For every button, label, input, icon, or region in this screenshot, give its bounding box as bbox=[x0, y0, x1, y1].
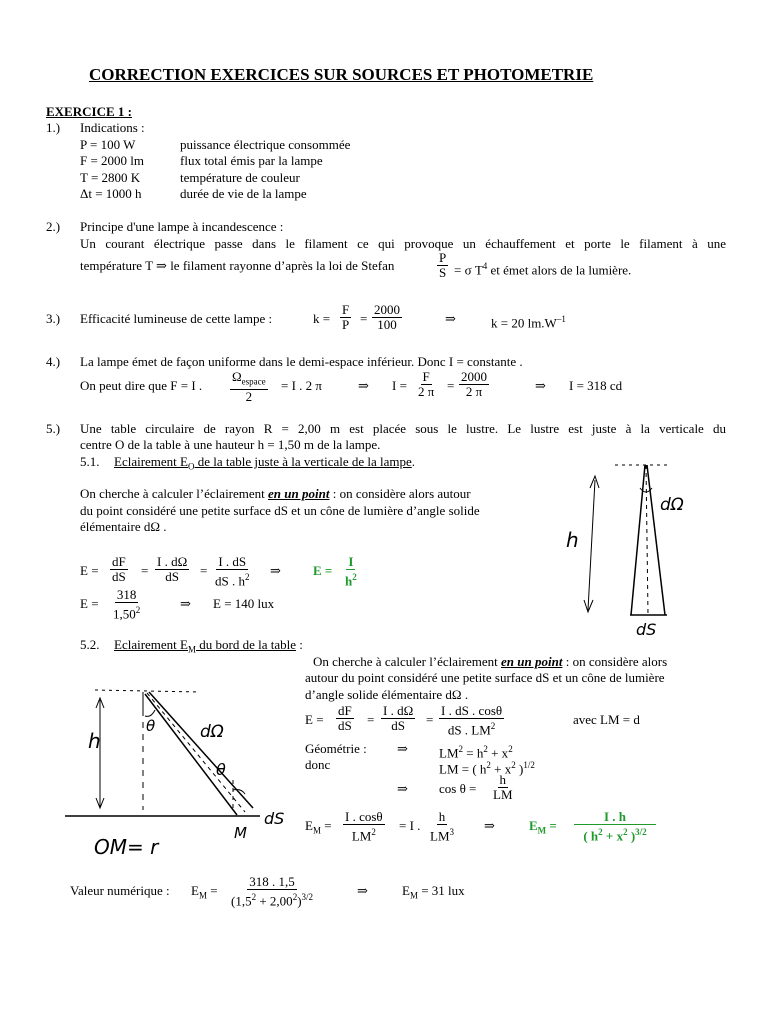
donc-eq-c: ) bbox=[515, 761, 524, 777]
e3-frac2 bbox=[381, 704, 415, 733]
donc-eq-a: LM = ( h bbox=[439, 761, 487, 777]
e3-frac1-den: dS bbox=[338, 718, 352, 733]
fig1-cone-left bbox=[631, 465, 645, 615]
s52-title-b: du bord de la table bbox=[196, 637, 297, 652]
fig1-domega-label: dΩ bbox=[660, 495, 684, 515]
q1-key-1: F = 2000 lm bbox=[80, 153, 145, 168]
e1-result-den-text: h bbox=[345, 573, 353, 589]
cos-frac-den: LM bbox=[493, 787, 513, 802]
s52-para2: autour du point considéré une petite surface dS et un cône de lumière bbox=[305, 670, 665, 685]
q5-number: 5.) bbox=[46, 421, 61, 436]
fig2-om-label: OM= r bbox=[94, 835, 159, 859]
q1-value-0: puissance électrique consommée bbox=[180, 137, 351, 152]
e1-frac3-num: I . dS bbox=[218, 554, 247, 569]
s51-title bbox=[114, 454, 415, 475]
q2-stefan-end: et émet alors de la lumière. bbox=[490, 262, 632, 278]
q4-eq2: = bbox=[447, 378, 455, 393]
e4-result-frac bbox=[574, 810, 656, 843]
q3-frac2 bbox=[372, 303, 402, 332]
e4-frac2-den-exp: 3 bbox=[449, 827, 454, 837]
s51-para2: du point considéré une petite surface dS et un cône de lumière d’angle solide bbox=[80, 503, 480, 518]
e4-result-den-c: ) bbox=[627, 828, 636, 844]
cos-frac bbox=[491, 773, 515, 802]
e4-frac1-den bbox=[350, 825, 378, 843]
val-den-exp1: 2 bbox=[251, 892, 257, 902]
q3-frac1-num: F bbox=[342, 302, 350, 317]
q1-value-2: température de couleur bbox=[180, 170, 300, 185]
geo-exp-b: 2 bbox=[483, 744, 488, 754]
val-E-text: E bbox=[191, 883, 199, 898]
s52-title-sub: M bbox=[188, 644, 197, 655]
q4-arrow1: ⇒ bbox=[358, 378, 369, 393]
q2-stefan bbox=[454, 258, 631, 278]
fig1-ds-label: dS bbox=[636, 620, 657, 639]
e3-avec: avec LM = d bbox=[573, 712, 640, 727]
e3-frac3-num: I . dS . cosθ bbox=[441, 703, 503, 718]
e1-eq2: = bbox=[200, 563, 208, 578]
cos-arrow: ⇒ bbox=[397, 781, 408, 796]
q3-number: 3.) bbox=[46, 311, 61, 326]
e2-arrow: ⇒ bbox=[180, 596, 191, 611]
e4-result-sub: M bbox=[537, 825, 547, 836]
geo-label: Géométrie : bbox=[305, 741, 367, 756]
e3-frac1 bbox=[336, 704, 354, 733]
q4-omega-frac bbox=[230, 370, 268, 404]
e1-result-frac bbox=[343, 555, 359, 588]
q2-number: 2.) bbox=[46, 219, 61, 234]
q1-value-1: flux total émis par la lampe bbox=[180, 153, 323, 168]
fig2-domega-label: dΩ bbox=[200, 722, 224, 742]
q3-text: Efficacité lumineuse de cette lampe : bbox=[80, 311, 273, 326]
geo-arrow: ⇒ bbox=[397, 741, 408, 756]
e3-frac3-den bbox=[446, 719, 497, 737]
q4-line2: On peut dire que F = I . bbox=[80, 378, 203, 393]
s51-para1-em: en un point bbox=[268, 486, 330, 501]
donc-exp-a: 2 bbox=[486, 760, 491, 770]
q1-value-3: durée de vie de la lampe bbox=[180, 186, 307, 201]
val-den-b: + 2,00 bbox=[256, 893, 293, 909]
s52-title-a bbox=[114, 637, 297, 655]
figure-cone-vertical bbox=[540, 460, 768, 645]
q2-frac-num: P bbox=[439, 250, 447, 265]
val-result-E: E bbox=[402, 883, 410, 898]
q1-key-3: Δt = 1000 h bbox=[80, 186, 142, 201]
e2-E: E = bbox=[80, 596, 99, 611]
e1-result-num: I bbox=[348, 554, 354, 569]
e4-frac2-num: h bbox=[438, 809, 446, 824]
s51-para1-a: On cherche à calculer l’éclairement bbox=[80, 486, 265, 501]
s51-para1-b: : on considère alors autour bbox=[332, 486, 471, 501]
q4-omega: Ω bbox=[232, 369, 242, 384]
val-result bbox=[402, 883, 465, 904]
s52-number: 5.2. bbox=[80, 637, 100, 652]
q4-omega-sub: espace bbox=[241, 376, 266, 387]
e3-frac2-num: I . dΩ bbox=[383, 703, 414, 718]
donc-label: donc bbox=[305, 757, 331, 772]
q4-i-eq: I = bbox=[392, 378, 407, 393]
page-title: CORRECTION EXERCICES SUR SOURCES ET PHOTOMETRIE bbox=[89, 65, 594, 84]
q4-line1: La lampe émet de façon uniforme dans le demi-espace inférieur. Donc I = constante . bbox=[80, 354, 523, 369]
e4-frac1 bbox=[343, 810, 385, 843]
e2-frac-den-text: 1,50 bbox=[113, 606, 136, 622]
figure-cone-oblique bbox=[55, 680, 305, 860]
fig2-h-label: h bbox=[88, 729, 101, 753]
donc-exp-b: 2 bbox=[511, 760, 516, 770]
q4-omega-den: 2 bbox=[245, 388, 253, 404]
q4-arrow2: ⇒ bbox=[535, 378, 546, 393]
e1-result-den bbox=[343, 570, 359, 588]
q4-frac-a-num: F bbox=[422, 369, 430, 384]
e4-frac2-den bbox=[428, 825, 456, 843]
e4-E bbox=[305, 818, 332, 839]
q4-omega-num bbox=[230, 370, 268, 390]
e2-result: E = 140 lux bbox=[213, 596, 275, 611]
q5-line2: centre O de la table à une hauteur h = 1,50 m de la lampe. bbox=[80, 437, 381, 452]
e4-mid: = I . bbox=[399, 818, 421, 833]
s51-title-a-text: Eclairement E bbox=[114, 454, 188, 469]
geo-exp-c: 2 bbox=[508, 744, 513, 754]
val-den-c: ) bbox=[297, 893, 302, 909]
e1-frac2-den: dS bbox=[165, 569, 179, 584]
val-arrow: ⇒ bbox=[357, 883, 368, 898]
geo-exp-a: 2 bbox=[458, 744, 463, 754]
e4-result-den-b: + x bbox=[602, 828, 624, 844]
q1-key-0: P = 100 W bbox=[80, 137, 136, 152]
e1-result-label: E = bbox=[313, 563, 333, 578]
e1-result-den-exp: 2 bbox=[352, 572, 357, 582]
q4-frac-a-den: 2 π bbox=[418, 384, 435, 399]
e1-eq1: = bbox=[141, 563, 149, 578]
fig2-theta2-label: θ bbox=[216, 760, 226, 779]
q4-result: I = 318 cd bbox=[569, 378, 623, 393]
q3-frac2-num: 2000 bbox=[374, 302, 400, 317]
fig2-axis bbox=[147, 693, 245, 812]
e4-frac2 bbox=[428, 810, 456, 843]
fig2-ds-label: dS bbox=[264, 809, 285, 828]
e3-frac1-num: dF bbox=[338, 703, 352, 718]
s51-title-b: de la table juste à la verticale de la lampe bbox=[194, 454, 412, 469]
exercise-heading: EXERCICE 1 : bbox=[46, 104, 132, 119]
donc-exp-c: 1/2 bbox=[523, 760, 535, 770]
val-frac-num: 318 . 1,5 bbox=[249, 874, 295, 889]
q4-number: 4.) bbox=[46, 354, 61, 369]
q3-frac2-den: 100 bbox=[377, 317, 397, 332]
q4-frac-b bbox=[459, 370, 489, 399]
e4-result-E: E bbox=[529, 818, 538, 833]
s51-title-dot: . bbox=[411, 454, 416, 469]
val-den-a: (1,5 bbox=[231, 893, 252, 909]
q2-fraction-ps bbox=[437, 251, 448, 280]
q3-result-text: k = 20 lm.W bbox=[491, 315, 557, 331]
e1-frac3-den bbox=[213, 570, 251, 588]
val-frac bbox=[229, 875, 315, 908]
e1-frac2 bbox=[155, 555, 189, 584]
q3-result bbox=[491, 311, 566, 331]
val-E-sub: M bbox=[198, 890, 207, 901]
s52-title bbox=[114, 637, 303, 658]
q4-line2b: = I . 2 π bbox=[281, 378, 322, 393]
e4-result-den bbox=[581, 825, 648, 843]
e1-frac3 bbox=[213, 555, 251, 588]
s51-para1 bbox=[80, 486, 471, 502]
s52-title-c: : bbox=[296, 637, 303, 652]
q2-line1: Principe d'une lampe à incandescence : bbox=[80, 219, 284, 234]
e4-result-den-exp2: 2 bbox=[623, 827, 628, 837]
q1-number: 1.) bbox=[46, 120, 61, 135]
fig1-cone-right bbox=[647, 465, 665, 615]
q3-k: k = bbox=[313, 311, 331, 326]
q3-result-exp: –1 bbox=[556, 314, 566, 324]
q3-frac1 bbox=[340, 303, 351, 332]
q3-frac1-den: P bbox=[342, 317, 350, 332]
val-E bbox=[191, 883, 218, 904]
e4-E-text: E bbox=[305, 818, 313, 833]
s52-para1-em: en un point bbox=[501, 654, 563, 669]
e3-eq1: = bbox=[367, 712, 375, 727]
val-eq: = bbox=[210, 883, 218, 898]
fig1-axis bbox=[646, 465, 648, 615]
q4-frac-b-num: 2000 bbox=[461, 369, 487, 384]
s51-title-a bbox=[114, 454, 412, 472]
fig1-h-line bbox=[588, 480, 595, 610]
e3-frac3 bbox=[439, 704, 504, 737]
fig2-theta1-label: θ bbox=[146, 717, 156, 735]
e1-arrow: ⇒ bbox=[270, 563, 281, 578]
s52-para1-b: : on considère alors bbox=[565, 654, 668, 669]
s52-para3: d’angle solide élémentaire dΩ . bbox=[305, 687, 469, 702]
e3-frac2-den: dS bbox=[391, 718, 405, 733]
q4-frac-b-den: 2 π bbox=[465, 384, 483, 399]
cos-frac-num: h bbox=[499, 772, 506, 787]
e1-frac2-num: I . dΩ bbox=[157, 554, 188, 569]
val-result-value: = 31 lux bbox=[417, 883, 465, 898]
e4-result-label bbox=[529, 818, 557, 839]
q2-line3a: température T ⇒ le filament rayonne d’après la loi de Stefan bbox=[80, 258, 395, 273]
fig2-cone-right bbox=[149, 692, 253, 808]
e4-frac1-den-exp: 2 bbox=[371, 827, 376, 837]
q2-line2: Un courant électrique passe dans le filament ce qui provoque un échauffement et porte le filament à une bbox=[80, 236, 726, 251]
e4-frac1-num: I . cosθ bbox=[345, 809, 383, 824]
e2-frac-num: 318 bbox=[116, 587, 137, 602]
e2-frac-den bbox=[111, 603, 142, 621]
val-den-exp3: 3/2 bbox=[301, 892, 314, 902]
q2-stefan-eq: = σ T bbox=[454, 262, 483, 278]
val-label: Valeur numérique : bbox=[70, 883, 170, 898]
q2-frac-den: S bbox=[439, 265, 447, 280]
s51-title-sub: O bbox=[188, 461, 195, 472]
s52-para1-a: On cherche à calculer l’éclairement bbox=[313, 654, 498, 669]
geo-eq-a: LM bbox=[439, 745, 459, 761]
q1-key-2: T = 2800 K bbox=[80, 170, 141, 185]
fig2-cone-left bbox=[145, 694, 237, 815]
q4-frac-a bbox=[416, 370, 436, 399]
fig2-m-label: M bbox=[234, 824, 247, 842]
e3-E: E = bbox=[305, 712, 324, 727]
fig1-h-label: h bbox=[566, 528, 579, 552]
e4-frac2-den-text: LM bbox=[430, 828, 450, 844]
geo-eq-c: + x bbox=[487, 745, 509, 761]
e4-arrow: ⇒ bbox=[484, 818, 495, 833]
e4-result-eq: = bbox=[549, 818, 557, 833]
e4-eq: = bbox=[324, 818, 332, 833]
e1-frac3-den-exp: 2 bbox=[244, 572, 250, 582]
e4-result-den-exp1: 2 bbox=[598, 827, 603, 837]
e4-result-den-exp3: 3/2 bbox=[635, 827, 647, 837]
e1-frac3-den-text: dS . h bbox=[215, 573, 245, 589]
s52-para1 bbox=[313, 654, 667, 670]
e3-eq2: = bbox=[426, 712, 434, 727]
val-den-exp2: 2 bbox=[292, 892, 298, 902]
e3-frac3-den-exp: 2 bbox=[490, 721, 496, 731]
e3-frac3-den-text: dS . LM bbox=[447, 722, 491, 738]
fig2-theta1-arc bbox=[145, 710, 155, 716]
val-result-sub: M bbox=[409, 890, 418, 901]
s51-number: 5.1. bbox=[80, 454, 100, 469]
e1-frac1-den: dS bbox=[112, 569, 126, 584]
q1-heading: Indications : bbox=[80, 120, 145, 135]
e1-E: E = bbox=[80, 563, 99, 578]
e2-frac-den-exp: 2 bbox=[135, 605, 141, 615]
s52-title-a-text: Eclairement E bbox=[114, 637, 188, 652]
q3-eq: = bbox=[360, 311, 368, 326]
q5-line1: Une table circulaire de rayon R = 2,00 m est placée sous le lustre. Le lustre est juste à la verticale du bbox=[80, 421, 726, 436]
geo-eq-b: = h bbox=[463, 745, 484, 761]
e2-frac bbox=[111, 588, 142, 621]
e4-result-den-a: ( h bbox=[583, 828, 599, 844]
donc-eq-b: + x bbox=[490, 761, 512, 777]
e4-E-sub: M bbox=[312, 825, 321, 836]
e1-frac1 bbox=[110, 555, 128, 584]
e1-frac1-num: dF bbox=[112, 554, 126, 569]
donc-equation bbox=[439, 757, 535, 777]
q2-stefan-exp: 4 bbox=[482, 261, 488, 271]
s51-para3: élémentaire dΩ . bbox=[80, 519, 167, 534]
e4-frac1-den-text: LM bbox=[351, 828, 372, 844]
val-frac-den bbox=[229, 890, 315, 908]
cos-label: cos θ = bbox=[439, 781, 477, 796]
fig2-top-dash bbox=[95, 690, 200, 692]
q3-arrow: ⇒ bbox=[445, 311, 456, 326]
e4-result-num: I . h bbox=[574, 810, 656, 825]
